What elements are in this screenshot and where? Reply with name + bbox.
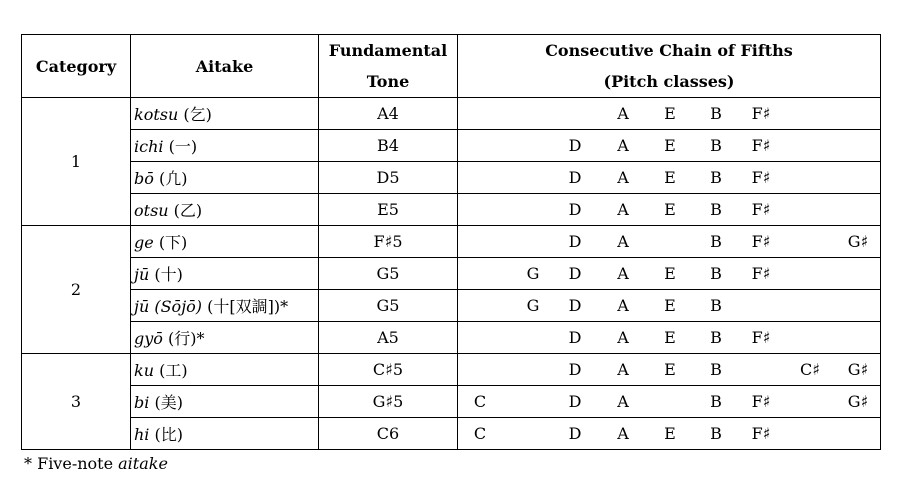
pitch-class: E	[664, 360, 676, 379]
table-row	[22, 226, 881, 258]
footnote-prefix: * Five-note	[24, 454, 119, 473]
pitch-class: D	[568, 232, 582, 251]
pitch-class: F♯	[751, 392, 771, 411]
pitch-class: G	[526, 264, 540, 283]
aitake-romaji: hi	[134, 425, 150, 444]
pitch-class: A	[617, 232, 629, 251]
fundamental-tone-cell: G♯5	[319, 386, 458, 418]
pitch-class: E	[664, 264, 676, 283]
aitake-kanji: (乙)	[173, 201, 203, 220]
pitch-class: E	[664, 296, 676, 315]
pitch-class: B	[710, 296, 722, 315]
aitake-name-cell	[131, 162, 319, 194]
chain-of-fifths-cell	[458, 162, 881, 194]
pitch-class: F♯	[751, 136, 771, 155]
aitake-kanji: (下)	[158, 233, 188, 252]
pitch-class: A	[617, 360, 629, 379]
pitch-class: A	[617, 328, 629, 347]
aitake-name-cell	[131, 322, 319, 354]
pitch-class: D	[568, 392, 582, 411]
pitch-class: D	[568, 296, 582, 315]
pitch-class: A	[617, 200, 629, 219]
aitake-kanji: (一)	[168, 137, 198, 156]
chain-notes	[458, 322, 880, 353]
aitake-kanji: (行)	[168, 329, 197, 348]
pitch-class: F♯	[751, 264, 771, 283]
pitch-class: E	[664, 424, 676, 443]
chain-of-fifths-cell	[458, 130, 881, 162]
aitake-kanji: (工)	[159, 361, 188, 380]
pitch-class: E	[664, 328, 676, 347]
chain-of-fifths-cell	[458, 386, 881, 418]
aitake-romaji: jū (Sōjō)	[134, 297, 203, 316]
aitake-romaji: otsu	[134, 201, 169, 220]
chain-of-fifths-cell	[458, 226, 881, 258]
aitake-romaji: bi	[134, 393, 150, 412]
pitch-class: F♯	[751, 424, 771, 443]
aitake-romaji: gyō	[134, 329, 163, 348]
aitake-name-cell	[131, 98, 319, 130]
fundamental-tone-cell: G5	[319, 258, 458, 290]
pitch-class: F♯	[751, 168, 771, 187]
pitch-class: C	[473, 392, 487, 411]
pitch-class: D	[568, 328, 582, 347]
chain-of-fifths-cell	[458, 194, 881, 226]
aitake-table	[21, 34, 881, 450]
fundamental-tone-cell: A4	[319, 98, 458, 130]
table-row	[22, 130, 881, 162]
aitake-suffix: *	[280, 297, 289, 316]
chain-of-fifths-cell	[458, 418, 881, 450]
aitake-kanji: (比)	[154, 425, 184, 444]
aitake-name-cell	[131, 258, 319, 290]
aitake-name-cell	[131, 386, 319, 418]
pitch-class: E	[664, 200, 676, 219]
fundamental-tone-cell: B4	[319, 130, 458, 162]
pitch-class: G♯	[847, 392, 869, 411]
pitch-class: B	[710, 328, 722, 347]
pitch-class: B	[710, 168, 722, 187]
pitch-class: D	[568, 424, 582, 443]
pitch-class: B	[710, 424, 722, 443]
pitch-class: B	[710, 136, 722, 155]
pitch-class: C♯	[800, 360, 820, 379]
chain-notes	[458, 354, 880, 385]
header-fundamental-tone: Fundamental Tone	[319, 35, 458, 98]
aitake-romaji: bō	[134, 169, 154, 188]
table-row	[22, 418, 881, 450]
aitake-name-cell	[131, 226, 319, 258]
chain-notes	[458, 162, 880, 193]
pitch-class: A	[617, 264, 629, 283]
table-row	[22, 194, 881, 226]
table-row	[22, 98, 881, 130]
aitake-name-cell	[131, 130, 319, 162]
header-category: Category	[22, 35, 131, 98]
header-row	[22, 35, 881, 98]
table-row	[22, 290, 881, 322]
header-aitake: Aitake	[131, 35, 319, 98]
chain-notes	[458, 130, 880, 161]
aitake-name-cell	[131, 290, 319, 322]
fundamental-tone-cell: F♯5	[319, 226, 458, 258]
chain-notes	[458, 226, 880, 257]
pitch-class: D	[568, 200, 582, 219]
aitake-kanji: (十[双調])	[207, 297, 281, 316]
pitch-class: G♯	[847, 360, 869, 379]
pitch-class: B	[710, 360, 722, 379]
aitake-suffix: *	[196, 329, 205, 348]
pitch-class: C	[473, 424, 487, 443]
aitake-kanji: (十)	[154, 265, 183, 284]
pitch-class: A	[617, 104, 629, 123]
fundamental-tone-cell: E5	[319, 194, 458, 226]
pitch-class: D	[568, 360, 582, 379]
table-body	[22, 98, 881, 450]
pitch-class: D	[568, 136, 582, 155]
pitch-class: A	[617, 136, 629, 155]
table-row	[22, 258, 881, 290]
fundamental-tone-cell: A5	[319, 322, 458, 354]
aitake-romaji: kotsu	[134, 105, 179, 124]
pitch-class: D	[568, 264, 582, 283]
aitake-romaji: ku	[134, 361, 154, 380]
aitake-name-cell	[131, 418, 319, 450]
footnote-italic: aitake	[118, 454, 168, 473]
pitch-class: E	[664, 168, 676, 187]
fundamental-tone-cell: C6	[319, 418, 458, 450]
aitake-romaji: ichi	[134, 137, 164, 156]
chain-of-fifths-cell	[458, 290, 881, 322]
table-row	[22, 386, 881, 418]
chain-notes	[458, 98, 880, 129]
pitch-class: B	[710, 104, 722, 123]
table-row	[22, 354, 881, 386]
chain-of-fifths-cell	[458, 322, 881, 354]
pitch-class: A	[617, 168, 629, 187]
aitake-name-cell	[131, 354, 319, 386]
chain-of-fifths-cell	[458, 354, 881, 386]
pitch-class: A	[617, 424, 629, 443]
category-cell: 2	[22, 226, 131, 354]
table-row	[22, 162, 881, 194]
pitch-class: B	[710, 392, 722, 411]
category-cell: 1	[22, 98, 131, 226]
pitch-class: E	[664, 136, 676, 155]
pitch-class: F♯	[751, 104, 771, 123]
pitch-class: F♯	[751, 232, 771, 251]
pitch-class: E	[664, 104, 676, 123]
table-row	[22, 322, 881, 354]
header-chain-of-fifths: Consecutive Chain of Fifths (Pitch classes)	[458, 35, 881, 98]
pitch-class: G	[526, 296, 540, 315]
aitake-kanji: (乞)	[183, 105, 212, 124]
aitake-table-container	[21, 34, 880, 450]
aitake-name-cell	[131, 194, 319, 226]
chain-notes	[458, 258, 880, 289]
chain-of-fifths-cell	[458, 258, 881, 290]
category-cell: 3	[22, 354, 131, 450]
aitake-kanji: (凢)	[158, 169, 188, 188]
chain-notes	[458, 194, 880, 225]
fundamental-tone-cell: C♯5	[319, 354, 458, 386]
pitch-class: A	[617, 296, 629, 315]
aitake-kanji: (美)	[154, 393, 183, 412]
fundamental-tone-cell: G5	[319, 290, 458, 322]
footnote	[24, 454, 168, 473]
pitch-class: B	[710, 200, 722, 219]
aitake-romaji: jū	[134, 265, 150, 284]
pitch-class: D	[568, 168, 582, 187]
chain-notes	[458, 386, 880, 417]
fundamental-tone-cell: D5	[319, 162, 458, 194]
pitch-class: F♯	[751, 200, 771, 219]
pitch-class: A	[617, 392, 629, 411]
aitake-romaji: ge	[134, 233, 154, 252]
pitch-class: B	[710, 264, 722, 283]
chain-notes	[458, 290, 880, 321]
chain-notes	[458, 418, 880, 449]
pitch-class: F♯	[751, 328, 771, 347]
pitch-class: G♯	[847, 232, 869, 251]
chain-of-fifths-cell	[458, 98, 881, 130]
pitch-class: B	[710, 232, 722, 251]
